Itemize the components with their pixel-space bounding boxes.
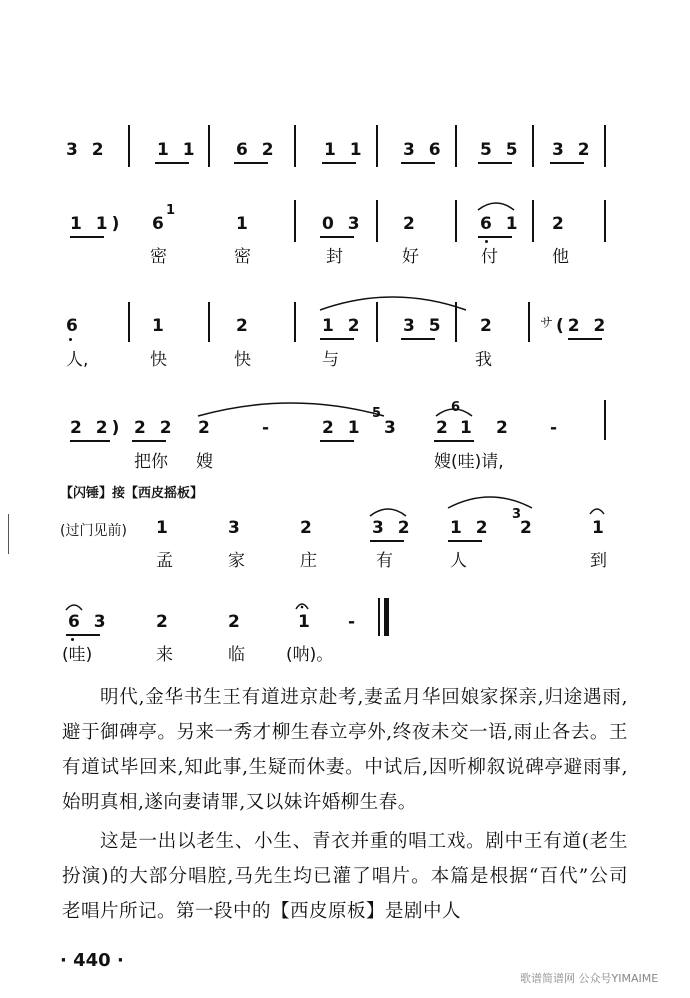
note: 3 2 (552, 140, 594, 160)
note: 1 (236, 214, 252, 234)
lyric: 我 (475, 350, 492, 370)
underline (568, 338, 602, 340)
barline (604, 200, 606, 242)
fermata-icon (294, 600, 310, 610)
lyric: 与 (322, 350, 339, 370)
slur (196, 396, 386, 418)
lyric: (呐)。 (286, 645, 334, 665)
underline (70, 236, 104, 238)
final-barline-thick (384, 598, 389, 636)
grace-note: 1 (166, 203, 176, 218)
lyric: 到 (590, 551, 607, 571)
barline (208, 302, 210, 342)
grace-note: 6 (451, 400, 461, 415)
lyric: 快 (234, 350, 251, 370)
barline (208, 125, 210, 167)
note: 2 (236, 316, 252, 336)
note: 3 (384, 418, 400, 438)
slur (476, 198, 516, 212)
lyric: 快 (150, 350, 167, 370)
note: 1 (460, 418, 476, 438)
lyric: 他 (552, 247, 569, 267)
barline (294, 302, 296, 342)
note: 1 2 (450, 518, 492, 538)
note: 1 1 (157, 140, 199, 160)
grace-note: 3 (512, 507, 522, 522)
page-number: · 440 · (60, 950, 124, 971)
underline (550, 162, 584, 164)
note: 3 2 (372, 518, 414, 538)
note: 1 (156, 518, 172, 538)
lyric: 来 (156, 645, 173, 665)
paragraph: 这是一出以老生、小生、青衣并重的唱工戏。剧中王有道(老生扮演)的大部分唱腔,马先生均已灌了唱片。本篇是根据“百代”公司老唱片所记。第一段中的【西皮原板】是剧中人 (62, 831, 628, 922)
barline (128, 125, 130, 167)
prelude-note: (过门见前) (60, 523, 127, 539)
underline (66, 634, 100, 636)
article-text (62, 680, 628, 933)
lyric: (哇) (62, 645, 93, 665)
note: 2 (496, 418, 512, 438)
dash: - (550, 418, 562, 438)
paragraph: 明代,金华书生王有道进京赴考,妻孟月华回娘家探亲,归途遇雨,避于御碑亭。另来一秀才柳生春立亭外,终夜未交一语,雨止各去。王有道试毕回来,知此事,生疑而休妻。中试后,因听柳叙说碑亭避雨事,始明真相,遂向妻请罪,又以妹许婚柳生春。 (62, 687, 628, 813)
note: 6 1 (480, 214, 522, 234)
barline (455, 200, 457, 242)
note: 1 (152, 316, 168, 336)
barline (294, 125, 296, 167)
note: 0 3 (322, 214, 364, 234)
note: 6 (66, 316, 82, 336)
underline (70, 440, 110, 442)
underline (320, 440, 354, 442)
note: 2 1 (322, 418, 364, 438)
note: 2 (436, 418, 452, 438)
note: 1 (592, 518, 608, 538)
lyric: 孟 (156, 551, 173, 571)
underline (132, 440, 166, 442)
note: 2 (552, 214, 568, 234)
note: 1 (298, 612, 314, 632)
underline (322, 162, 356, 164)
note: 3 2 (66, 140, 108, 160)
slur (588, 504, 606, 516)
slur (318, 290, 468, 312)
grace-note: 5 (372, 406, 382, 421)
note: 2 (228, 612, 244, 632)
note: 3 6 (403, 140, 445, 160)
note: 2 2 (134, 418, 176, 438)
free-meter-mark: サ (540, 316, 554, 331)
underline (234, 162, 268, 164)
lyric: 有 (376, 551, 393, 571)
note: (2 2 (556, 316, 610, 336)
barline (455, 125, 457, 167)
barline (528, 302, 530, 342)
barline (376, 200, 378, 242)
slur (368, 504, 408, 518)
lyric: 人 (450, 551, 467, 571)
note: 1 2 (322, 316, 364, 336)
barline (376, 125, 378, 167)
lyric: 嫂(哇)请, (434, 452, 504, 472)
underline (478, 236, 512, 238)
note: 1 1) (70, 214, 124, 234)
note: 6 3 (68, 612, 110, 632)
lyric: 密 (234, 247, 251, 267)
underline (434, 440, 474, 442)
note: 2 2) (70, 418, 124, 438)
note: 2 (403, 214, 419, 234)
note: 3 5 (403, 316, 445, 336)
note: 1 1 (324, 140, 366, 160)
barline (294, 200, 296, 242)
note: 5 5 (480, 140, 522, 160)
barline (532, 125, 534, 167)
lyric: 家 (228, 551, 245, 571)
scan-edge (8, 514, 9, 554)
watermark: 歌谱简谱网 公众号YIMAIME (520, 972, 659, 985)
underline (401, 338, 435, 340)
underline (155, 162, 189, 164)
dash: - (262, 418, 274, 438)
barline (604, 125, 606, 167)
underline (478, 162, 512, 164)
lyric: 好 (402, 247, 419, 267)
section-label: 【闪锤】接【西皮摇板】 (60, 486, 204, 501)
note: 2 (198, 418, 214, 438)
lyric: 把你 (134, 452, 168, 472)
dash: - (348, 612, 360, 632)
lyric: 临 (228, 645, 245, 665)
final-barline-thin (378, 598, 380, 636)
underline (401, 162, 435, 164)
lyric: 封 (326, 247, 343, 267)
note: 6 (152, 214, 168, 234)
barline (376, 302, 378, 342)
low-octave-dot (69, 338, 72, 341)
note: 3 (228, 518, 244, 538)
note: 2 (300, 518, 316, 538)
note: 6 2 (236, 140, 278, 160)
note: 2 (520, 518, 536, 538)
barline (532, 200, 534, 242)
underline (448, 540, 482, 542)
slur (64, 600, 84, 612)
lyric: 人, (66, 350, 89, 370)
barline (455, 302, 457, 342)
lyric: 庄 (300, 551, 317, 571)
note: 2 (480, 316, 496, 336)
underline (320, 338, 354, 340)
note: 2 (156, 612, 172, 632)
barline (128, 302, 130, 342)
lyric: 密 (150, 247, 167, 267)
underline (370, 540, 404, 542)
underline (320, 236, 354, 238)
lyric: 嫂 (196, 452, 213, 472)
barline (604, 400, 606, 440)
lyric: 付 (481, 247, 498, 267)
